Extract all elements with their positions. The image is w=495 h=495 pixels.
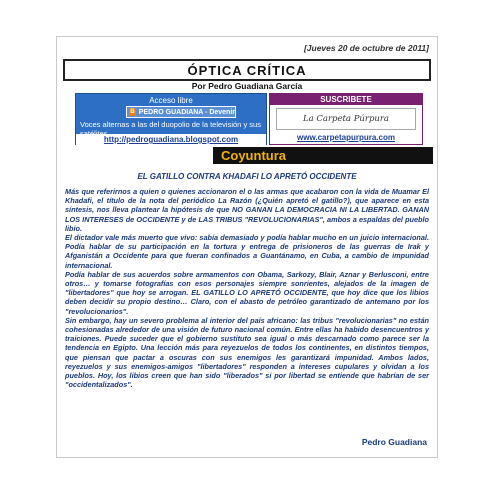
signature: Pedro Guadiana [361,437,427,447]
blog-url-link[interactable]: http://pedroguadiana.blogspot.com [76,134,266,145]
document-page [56,36,438,458]
section-label: Coyuntura [221,148,286,163]
blogger-button-label: PEDRO GUADIANA - Devenir [138,108,235,116]
article-paragraph: Podía hablar de sus acuerdos sobre armamentos con Obama, Sarkozy, Blair, Aznar y Berlusconi, entre otros… y tomarse fotografías con esos personajes siempre sonrientes, alejados de la imagen de "libertadores" que hoy se arrogan. EL GATILLO LO APRETÓ OCCIDENTE, que hoy dice que los libios deben decidir su propio destino… Claro, con el abasto de petróleo garantizado de antemano por los "revolucionarios". [65,269,429,316]
blog-description: Voces alternas a las del duopolio de la televisión y sus [80,120,261,129]
author-line: Por Pedro Guadiana García [191,81,303,91]
page-title: ÓPTICA CRÍTICA [187,62,307,78]
blogger-follow-button[interactable] [126,106,236,118]
title-box [63,59,431,81]
subscribe-heading: SUSCRIBETE [270,94,422,105]
article-headline: EL GATILLO CONTRA KHADAFI LO APRETÓ OCCIDENTE [137,172,357,181]
article-body [65,187,429,389]
section-header [207,147,433,164]
carpeta-purpura-logo: La Carpeta Púrpura [276,108,416,130]
article-paragraph: El dictador vale más muerto que vivo: sabía demasiado y podía hablar mucho en un juicio internacional. Podía hablar de su participación en la tortura y entrega de prisioneros de las guerras de Irak y Afganistán a Occidente para que fueran confinados a Guantánamo, en Cuba, a cambio de impunidad internacional. [65,233,429,270]
article-paragraph: Sin embargo, hay un severo problema al interior del país africano: las tribus "revolucionarias" no están cohesionadas alrededor de una visión de futuro nacional común. Entre ellas ha habido desencuentros y traiciones. Puede suceder que el gobierno sustituto sea igual o más descarnado como parece ser la tendencia en Egipto. Una lección más para reyezuelos de todos los continentes, en distintos tiempos, que piensan que pactar a oscuras con sus enemigos les garantizará impunidad. Ambos lados, reyezuelos y sus enemigos-amigos "libertadores" responden a intereses cupulares y olvidan a los pueblos. Hoy, los libios creen que han sido "liberados" si por libertad se entiende que habrían de ser "occidentalizados". [65,315,429,390]
blog-banner[interactable] [75,93,267,145]
subscribe-banner[interactable] [269,93,423,145]
issue-date: [Jueves 20 de octubre de 2011] [303,43,429,53]
article-paragraph: Más que referirnos a quien o quienes accionaron el o las armas que acabaron con la vida de Muamar El Khadafi, el título de la nota del periódico La Razón (¿Quién apretó el gatillo?), que aparece en esta síntesis, nos lleva plantear la hipótesis de que NO GANAN LA DEMOCRACIA NI LA LIBERTAD. GANAN LOS INTERESES de OCCIDENTE y de LAS TRIBUS "REVOLUCIONARIAS", ambos a espaldas del pueblo libio. [65,187,429,233]
carpeta-url-link[interactable]: www.carpetapurpura.com [297,133,395,142]
free-access-label: Acceso libre [149,96,193,105]
blogger-icon: B [130,109,135,115]
